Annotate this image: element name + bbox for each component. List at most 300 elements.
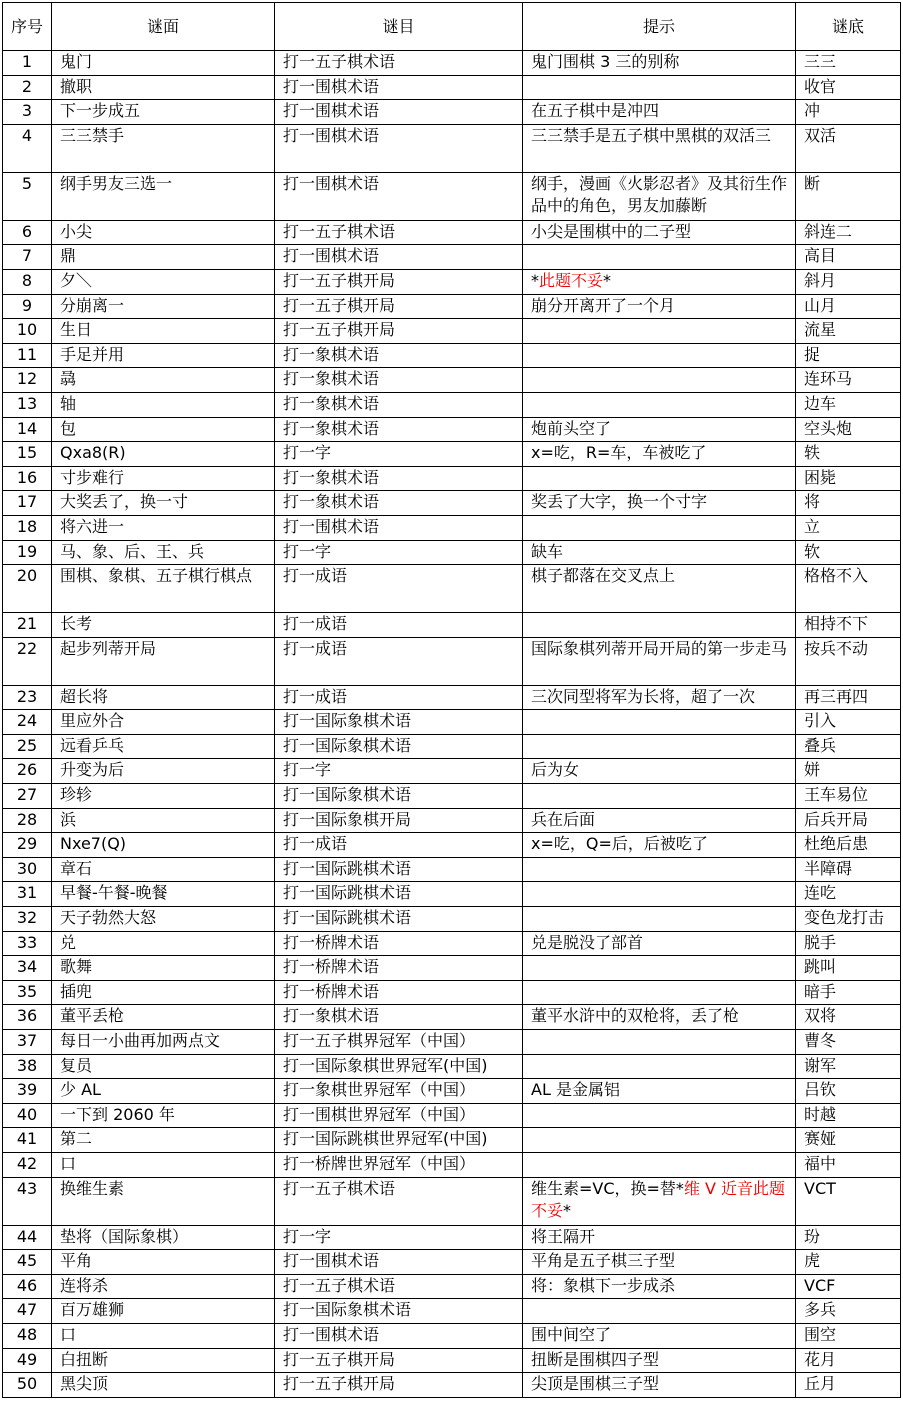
row-index: 19: [3, 540, 52, 565]
row-index: 49: [3, 1348, 52, 1373]
row-category: 打一象棋世界冠军（中国）: [275, 1079, 523, 1104]
row-riddle: 将六进一: [52, 515, 275, 540]
table-row: [3, 1250, 901, 1275]
riddle-table: [2, 2, 901, 1398]
row-answer: 玢: [796, 1225, 901, 1250]
row-answer: 捉: [796, 343, 901, 368]
row-answer: 花月: [796, 1348, 901, 1373]
row-answer: 将: [796, 491, 901, 516]
table-row: [3, 1103, 901, 1128]
row-index: 41: [3, 1128, 52, 1153]
row-category: 打一国际象棋术语: [275, 784, 523, 809]
row-answer: 相持不下: [796, 613, 901, 638]
row-answer: 半障碍: [796, 857, 901, 882]
row-hint: [523, 75, 796, 100]
row-category: 打一成语: [275, 613, 523, 638]
row-riddle: Qxa8(R): [52, 442, 275, 467]
row-hint: 鬼门围棋 3 三的别称: [523, 51, 796, 76]
row-category: 打一字: [275, 759, 523, 784]
row-answer: 双将: [796, 1005, 901, 1030]
row-answer: 变色龙打击: [796, 907, 901, 932]
row-riddle: 第二: [52, 1128, 275, 1153]
row-category: 打一围棋术语: [275, 100, 523, 125]
row-riddle: 升变为后: [52, 759, 275, 784]
row-riddle: 下一步成五: [52, 100, 275, 125]
row-riddle: 浜: [52, 808, 275, 833]
row-category: 打一围棋世界冠军（中国）: [275, 1103, 523, 1128]
row-index: 30: [3, 857, 52, 882]
row-answer: 空头炮: [796, 417, 901, 442]
row-riddle: 每日一小曲再加两点文: [52, 1030, 275, 1055]
row-answer: 虎: [796, 1250, 901, 1275]
row-index: 46: [3, 1274, 52, 1299]
table-row: [3, 1373, 901, 1398]
row-hint: x=吃，Q=后，后被吃了: [523, 833, 796, 858]
table-row: [3, 466, 901, 491]
row-riddle: 超长将: [52, 685, 275, 710]
row-riddle: 长考: [52, 613, 275, 638]
row-hint: [523, 515, 796, 540]
row-category: 打一国际跳棋术语: [275, 882, 523, 907]
table-row: [3, 1274, 901, 1299]
row-riddle: 少 AL: [52, 1079, 275, 1104]
row-index: 24: [3, 710, 52, 735]
row-riddle: 复员: [52, 1054, 275, 1079]
row-hint: [523, 613, 796, 638]
row-index: 36: [3, 1005, 52, 1030]
row-category: 打一五子棋开局: [275, 319, 523, 344]
row-hint: 平角是五子棋三子型: [523, 1250, 796, 1275]
table-row: [3, 1225, 901, 1250]
row-category: 打一国际跳棋术语: [275, 857, 523, 882]
row-hint: [523, 392, 796, 417]
row-answer: 再三再四: [796, 685, 901, 710]
row-riddle: 一下到 2060 年: [52, 1103, 275, 1128]
table-row: [3, 857, 901, 882]
row-category: 打一五子棋开局: [275, 1348, 523, 1373]
row-answer: 后兵开局: [796, 808, 901, 833]
row-riddle: 早餐-午餐-晚餐: [52, 882, 275, 907]
row-category: 打一五子棋开局: [275, 1373, 523, 1398]
row-index: 27: [3, 784, 52, 809]
row-riddle: Nxe7(Q): [52, 833, 275, 858]
row-index: 32: [3, 907, 52, 932]
row-index: 25: [3, 734, 52, 759]
table-row: [3, 808, 901, 833]
row-answer: 时越: [796, 1103, 901, 1128]
row-category: 打一象棋术语: [275, 343, 523, 368]
table-row: [3, 685, 901, 710]
row-category: 打一国际象棋术语: [275, 710, 523, 735]
row-category: 打一五子棋术语: [275, 220, 523, 245]
table-row: [3, 565, 901, 613]
row-riddle: 口: [52, 1152, 275, 1177]
table-row: [3, 1299, 901, 1324]
table-row: [3, 491, 901, 516]
header-category: 谜目: [275, 3, 523, 51]
row-index: 42: [3, 1152, 52, 1177]
row-category: 打一成语: [275, 565, 523, 613]
table-row: [3, 245, 901, 270]
row-hint: 炮前头空了: [523, 417, 796, 442]
header-hint: 提示: [523, 3, 796, 51]
row-category: 打一围棋术语: [275, 245, 523, 270]
table-row: [3, 784, 901, 809]
row-index: 15: [3, 442, 52, 467]
row-index: 11: [3, 343, 52, 368]
row-category: 打一五子棋界冠军（中国）: [275, 1030, 523, 1055]
row-hint: [523, 368, 796, 393]
hint-warning-text: 此题不妥: [539, 270, 604, 290]
row-hint: [523, 1054, 796, 1079]
table-row: [3, 100, 901, 125]
table-row: [3, 124, 901, 172]
row-riddle: 黑尖顶: [52, 1373, 275, 1398]
row-hint: [523, 1128, 796, 1153]
row-answer: 斜连二: [796, 220, 901, 245]
row-riddle: 连将杀: [52, 1274, 275, 1299]
row-answer: 福中: [796, 1152, 901, 1177]
row-category: 打一成语: [275, 833, 523, 858]
row-riddle: 百万雄狮: [52, 1299, 275, 1324]
row-category: 打一五子棋术语: [275, 51, 523, 76]
row-category: 打一象棋术语: [275, 368, 523, 393]
row-category: 打一国际象棋世界冠军(中国): [275, 1054, 523, 1079]
row-index: 31: [3, 882, 52, 907]
table-row: [3, 1323, 901, 1348]
row-category: 打一围棋术语: [275, 124, 523, 172]
row-hint: AL 是金属铝: [523, 1079, 796, 1104]
table-row: [3, 368, 901, 393]
table-row: [3, 1079, 901, 1104]
row-category: 打一五子棋开局: [275, 269, 523, 294]
row-hint: 将：象棋下一步成杀: [523, 1274, 796, 1299]
row-riddle: 轴: [52, 392, 275, 417]
table-row: [3, 269, 901, 294]
row-hint: [523, 343, 796, 368]
row-answer: 连环马: [796, 368, 901, 393]
row-riddle: 骉: [52, 368, 275, 393]
row-hint: 小尖是围棋中的二子型: [523, 220, 796, 245]
row-riddle: 围棋、象棋、五子棋行棋点: [52, 565, 275, 613]
row-category: 打一成语: [275, 637, 523, 685]
row-riddle: 口: [52, 1323, 275, 1348]
hint-text: 维生素=VC，换=替*: [531, 1178, 684, 1198]
row-riddle: 三三禁手: [52, 124, 275, 172]
table-row: [3, 1348, 901, 1373]
row-riddle: 大奖丢了，换一寸: [52, 491, 275, 516]
row-index: 45: [3, 1250, 52, 1275]
table-row: [3, 172, 901, 220]
row-hint: [523, 734, 796, 759]
row-index: 44: [3, 1225, 52, 1250]
row-hint: 奖丢了大字，换一个寸字: [523, 491, 796, 516]
table-row: [3, 956, 901, 981]
row-answer: 姘: [796, 759, 901, 784]
hint-text: *: [563, 1200, 572, 1220]
row-index: 33: [3, 931, 52, 956]
table-row: [3, 1128, 901, 1153]
row-hint: 缺车: [523, 540, 796, 565]
row-category: 打一围棋术语: [275, 1323, 523, 1348]
row-riddle: 里应外合: [52, 710, 275, 735]
row-index: 1: [3, 51, 52, 76]
row-riddle: 纲手男友三选一: [52, 172, 275, 220]
row-index: 35: [3, 980, 52, 1005]
row-answer: 连吃: [796, 882, 901, 907]
table-row: [3, 515, 901, 540]
row-category: 打一围棋术语: [275, 75, 523, 100]
row-index: 17: [3, 491, 52, 516]
row-riddle: 兑: [52, 931, 275, 956]
row-category: 打一成语: [275, 685, 523, 710]
row-riddle: 分崩离一: [52, 294, 275, 319]
row-index: 2: [3, 75, 52, 100]
row-index: 5: [3, 172, 52, 220]
row-answer: 山月: [796, 294, 901, 319]
header-answer: 谜底: [796, 3, 901, 51]
row-answer: 暗手: [796, 980, 901, 1005]
row-answer: 流星: [796, 319, 901, 344]
table-row: [3, 907, 901, 932]
row-index: 40: [3, 1103, 52, 1128]
row-category: 打一围棋术语: [275, 1250, 523, 1275]
row-riddle: 包: [52, 417, 275, 442]
row-answer: 轶: [796, 442, 901, 467]
row-category: 打一字: [275, 1225, 523, 1250]
row-answer: 软: [796, 540, 901, 565]
row-riddle: 起步列蒂开局: [52, 637, 275, 685]
row-index: 8: [3, 269, 52, 294]
row-index: 23: [3, 685, 52, 710]
table-row: [3, 540, 901, 565]
table-row: [3, 51, 901, 76]
row-riddle: 远看乒乓: [52, 734, 275, 759]
row-riddle: 夕＼: [52, 269, 275, 294]
table-row: [3, 319, 901, 344]
row-index: 47: [3, 1299, 52, 1324]
row-category: 打一围棋术语: [275, 172, 523, 220]
row-answer: 围空: [796, 1323, 901, 1348]
row-hint: 纲手，漫画《火影忍者》及其衍生作品中的角色，男友加藤断: [523, 172, 796, 220]
row-hint: [523, 1103, 796, 1128]
table-row: [3, 980, 901, 1005]
row-hint: 三三禁手是五子棋中黑棋的双活三: [523, 124, 796, 172]
row-hint: 崩分开离开了一个月: [523, 294, 796, 319]
row-riddle: 手足并用: [52, 343, 275, 368]
row-answer: 赛娅: [796, 1128, 901, 1153]
table-row: [3, 75, 901, 100]
row-hint: 三次同型将军为长将，超了一次: [523, 685, 796, 710]
row-riddle: 董平丢枪: [52, 1005, 275, 1030]
table-row: [3, 882, 901, 907]
row-answer: 脱手: [796, 931, 901, 956]
row-index: 29: [3, 833, 52, 858]
row-category: 打一国际象棋术语: [275, 1299, 523, 1324]
row-answer: 高目: [796, 245, 901, 270]
row-category: 打一字: [275, 442, 523, 467]
row-category: 打一象棋术语: [275, 392, 523, 417]
row-answer: 杜绝后患: [796, 833, 901, 858]
row-category: 打一象棋术语: [275, 466, 523, 491]
row-category: 打一国际跳棋世界冠军(中国): [275, 1128, 523, 1153]
table-row: [3, 294, 901, 319]
table-row: [3, 1177, 901, 1225]
row-index: 7: [3, 245, 52, 270]
table-row: [3, 343, 901, 368]
row-hint: 兵在后面: [523, 808, 796, 833]
row-answer: 双活: [796, 124, 901, 172]
row-answer: 叠兵: [796, 734, 901, 759]
row-answer: 多兵: [796, 1299, 901, 1324]
row-index: 16: [3, 466, 52, 491]
table-row: [3, 613, 901, 638]
row-category: 打一国际象棋开局: [275, 808, 523, 833]
row-index: 12: [3, 368, 52, 393]
row-hint: 兑是脱没了部首: [523, 931, 796, 956]
table-row: [3, 759, 901, 784]
row-answer: 按兵不动: [796, 637, 901, 685]
row-riddle: 插兜: [52, 980, 275, 1005]
row-answer: 困毙: [796, 466, 901, 491]
row-answer: 立: [796, 515, 901, 540]
row-hint: [523, 245, 796, 270]
row-answer: VCT: [796, 1177, 901, 1225]
table-row: [3, 417, 901, 442]
row-riddle: 小尖: [52, 220, 275, 245]
row-hint: 扭断是围棋四子型: [523, 1348, 796, 1373]
row-category: 打一象棋术语: [275, 417, 523, 442]
row-hint: 围中间空了: [523, 1323, 796, 1348]
row-hint: [523, 980, 796, 1005]
row-category: 打一国际象棋术语: [275, 734, 523, 759]
row-hint: [523, 1152, 796, 1177]
row-answer: 吕钦: [796, 1079, 901, 1104]
row-category: 打一桥牌术语: [275, 956, 523, 981]
table-row: [3, 1152, 901, 1177]
row-index: 10: [3, 319, 52, 344]
table-row: [3, 833, 901, 858]
row-category: 打一桥牌术语: [275, 931, 523, 956]
row-hint: [523, 1299, 796, 1324]
row-answer: 引入: [796, 710, 901, 735]
table-row: [3, 1005, 901, 1030]
header-riddle: 谜面: [52, 3, 275, 51]
row-answer: VCF: [796, 1274, 901, 1299]
row-answer: 王车易位: [796, 784, 901, 809]
table-row: [3, 931, 901, 956]
row-riddle: 珍轸: [52, 784, 275, 809]
row-index: 22: [3, 637, 52, 685]
row-riddle: 鼎: [52, 245, 275, 270]
row-answer: 边车: [796, 392, 901, 417]
table-row: [3, 1030, 901, 1055]
row-hint: [523, 710, 796, 735]
row-index: 18: [3, 515, 52, 540]
row-riddle: 生日: [52, 319, 275, 344]
table-body: [3, 51, 901, 1398]
row-hint: x=吃，R=车，车被吃了: [523, 442, 796, 467]
row-index: 28: [3, 808, 52, 833]
row-index: 48: [3, 1323, 52, 1348]
table-row: [3, 710, 901, 735]
table-row: [3, 637, 901, 685]
row-category: 打一五子棋术语: [275, 1177, 523, 1225]
row-answer: 断: [796, 172, 901, 220]
row-hint: [523, 269, 796, 294]
row-answer: 谢军: [796, 1054, 901, 1079]
row-index: 50: [3, 1373, 52, 1398]
row-hint: 国际象棋列蒂开局开局的第一步走马: [523, 637, 796, 685]
row-category: 打一桥牌世界冠军（中国）: [275, 1152, 523, 1177]
row-riddle: 平角: [52, 1250, 275, 1275]
row-index: 3: [3, 100, 52, 125]
row-answer: 斜月: [796, 269, 901, 294]
row-category: 打一五子棋术语: [275, 1274, 523, 1299]
row-answer: 收官: [796, 75, 901, 100]
table-row: [3, 442, 901, 467]
row-hint: 将王隔开: [523, 1225, 796, 1250]
row-riddle: 白扭断: [52, 1348, 275, 1373]
row-hint: [523, 466, 796, 491]
hint-text: *: [531, 270, 539, 290]
row-category: 打一象棋术语: [275, 1005, 523, 1030]
row-index: 20: [3, 565, 52, 613]
row-hint: [523, 956, 796, 981]
row-index: 34: [3, 956, 52, 981]
row-hint: [523, 907, 796, 932]
row-index: 43: [3, 1177, 52, 1225]
row-answer: 冲: [796, 100, 901, 125]
row-riddle: 撤职: [52, 75, 275, 100]
row-category: 打一字: [275, 540, 523, 565]
row-category: 打一国际跳棋术语: [275, 907, 523, 932]
table-row: [3, 392, 901, 417]
header-index: 序号: [3, 3, 52, 51]
row-riddle: 鬼门: [52, 51, 275, 76]
row-index: 14: [3, 417, 52, 442]
table-row: [3, 220, 901, 245]
row-index: 37: [3, 1030, 52, 1055]
row-category: 打一五子棋开局: [275, 294, 523, 319]
row-index: 4: [3, 124, 52, 172]
row-index: 21: [3, 613, 52, 638]
row-answer: 三三: [796, 51, 901, 76]
row-index: 9: [3, 294, 52, 319]
table-row: [3, 734, 901, 759]
header-row: [3, 3, 901, 51]
row-riddle: 垫将（国际象棋）: [52, 1225, 275, 1250]
row-hint: 董平水浒中的双枪将，丢了枪: [523, 1005, 796, 1030]
row-hint: [523, 1030, 796, 1055]
row-riddle: 章石: [52, 857, 275, 882]
row-category: 打一桥牌术语: [275, 980, 523, 1005]
row-hint: [523, 319, 796, 344]
row-index: 39: [3, 1079, 52, 1104]
row-category: 打一围棋术语: [275, 515, 523, 540]
row-riddle: 天子勃然大怒: [52, 907, 275, 932]
row-hint: 后为女: [523, 759, 796, 784]
row-hint: 棋子都落在交叉点上: [523, 565, 796, 613]
row-answer: 丘月: [796, 1373, 901, 1398]
row-hint: 尖顶是围棋三子型: [523, 1373, 796, 1398]
row-hint: [523, 857, 796, 882]
row-riddle: 歌舞: [52, 956, 275, 981]
row-hint: [523, 882, 796, 907]
hint-text: *: [603, 270, 612, 290]
hint-warning-text: 维 V 近音此题不妥: [531, 1178, 786, 1220]
row-answer: 跳叫: [796, 956, 901, 981]
